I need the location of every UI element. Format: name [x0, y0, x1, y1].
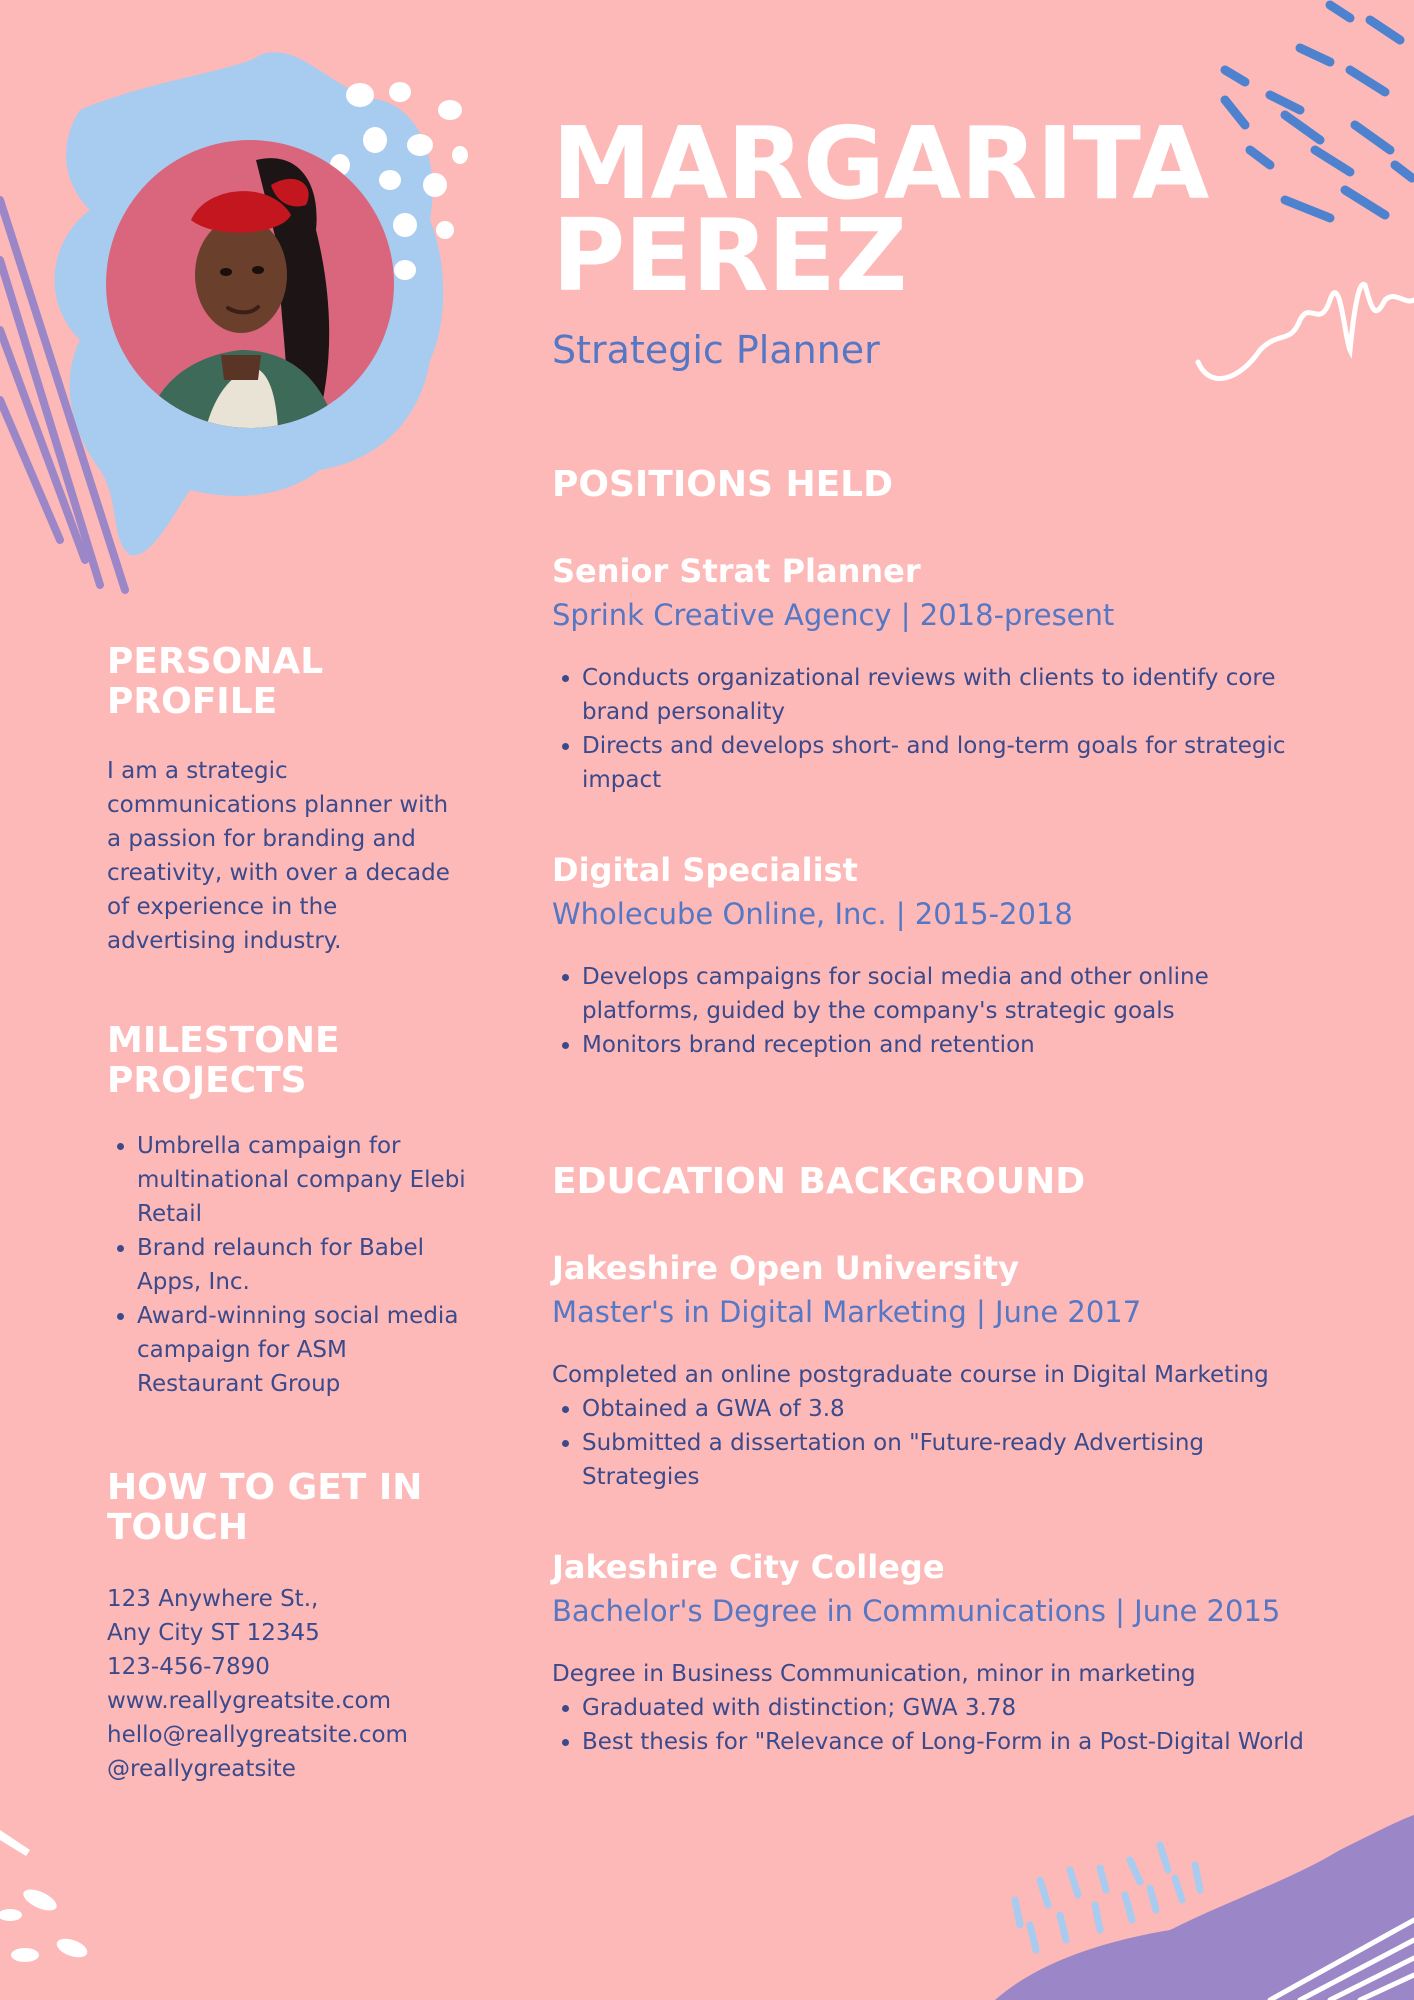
portrait-photo — [106, 140, 394, 428]
education-heading: EDUCATION BACKGROUND — [552, 1161, 1086, 1202]
education-bullets — [552, 1392, 1312, 1494]
contact-heading: HOW TO GET IN TOUCH — [107, 1467, 423, 1548]
job-entry — [552, 850, 1312, 1062]
list-item: • Submitted a dissertation on "Future-ready Advertising Strategies — [582, 1426, 1312, 1494]
job-bullets — [552, 960, 1312, 1062]
personal-profile-text: I am a strategic communications planner with a passion for branding and creativity, with over a decade of experience in the advertising industry. — [107, 758, 450, 954]
social-handle: @reallygreatsite — [107, 1756, 296, 1782]
milestone-projects-heading: MILESTONE PROJECTS — [107, 1020, 340, 1101]
job-title: Senior Strat Planner — [552, 552, 921, 590]
list-item: • Brand relaunch for Babel Apps, Inc. — [137, 1231, 467, 1299]
list-item: • Umbrella campaign for multinational company Elebi Retail — [137, 1129, 467, 1231]
milestone-projects-list — [107, 1129, 467, 1401]
personal-profile-section — [107, 642, 467, 958]
job-title: Digital Specialist — [552, 851, 858, 889]
list-item: • Directs and develops short- and long-term goals for strategic impact — [582, 729, 1312, 797]
school-name: Jakeshire Open University — [552, 1249, 1020, 1287]
candidate-name — [552, 105, 1209, 314]
list-item: • Best thesis for "Relevance of Long-Form in a Post-Digital World — [582, 1725, 1312, 1759]
positions-heading: POSITIONS HELD — [552, 464, 893, 505]
list-item: • Award-winning social media campaign for ASM Restaurant Group — [137, 1299, 467, 1401]
website-link: www.reallygreatsite.com — [107, 1688, 392, 1714]
name-line-2: PEREZ — [552, 197, 907, 314]
job-organization: Sprink Creative Agency | 2018-present — [552, 598, 1115, 632]
bottom-left-marks — [0, 1830, 90, 1962]
phone-number: 123-456-7890 — [107, 1654, 270, 1680]
job-role: Strategic Planner — [552, 328, 880, 372]
degree-info: Master's in Digital Marketing | June 2017 — [552, 1295, 1142, 1329]
milestone-projects-section — [107, 1021, 467, 1401]
purple-brush — [995, 1815, 1414, 2000]
degree-info: Bachelor's Degree in Communications | June 2015 — [552, 1594, 1281, 1628]
blue-dashes — [1225, 5, 1412, 218]
light-blue-ticks — [1015, 1845, 1200, 1950]
address-line-2: Any City ST 12345 — [107, 1620, 320, 1646]
contact-section — [107, 1468, 467, 1786]
education-entry — [552, 1248, 1312, 1494]
list-item: • Conducts organizational reviews with clients to identify core brand personality — [582, 661, 1312, 729]
name-line-1: MARGARITA — [552, 105, 1209, 222]
white-brush-lines — [1270, 1920, 1414, 2000]
white-scribble — [1198, 284, 1414, 378]
education-summary: Degree in Business Communication, minor in marketing — [552, 1661, 1196, 1687]
school-name: Jakeshire City College — [552, 1548, 945, 1586]
job-entry — [552, 551, 1312, 797]
list-item: • Develops campaigns for social media and other online platforms, guided by the company's strategic goals — [582, 960, 1312, 1028]
list-item: • Monitors brand reception and retention — [582, 1028, 1312, 1062]
email-address: hello@reallygreatsite.com — [107, 1722, 408, 1748]
education-bullets — [552, 1691, 1312, 1759]
list-item: • Obtained a GWA of 3.8 — [582, 1392, 1312, 1426]
purple-stripes — [0, 200, 125, 590]
personal-profile-heading: PERSONAL PROFILE — [107, 641, 324, 722]
address-line-1: 123 Anywhere St., — [107, 1586, 319, 1612]
contact-details — [107, 1582, 467, 1786]
education-entry — [552, 1547, 1312, 1759]
job-bullets — [552, 661, 1312, 797]
education-summary: Completed an online postgraduate course in Digital Marketing — [552, 1362, 1269, 1388]
list-item: • Graduated with distinction; GWA 3.78 — [582, 1691, 1312, 1725]
job-organization: Wholecube Online, Inc. | 2015-2018 — [552, 897, 1073, 931]
